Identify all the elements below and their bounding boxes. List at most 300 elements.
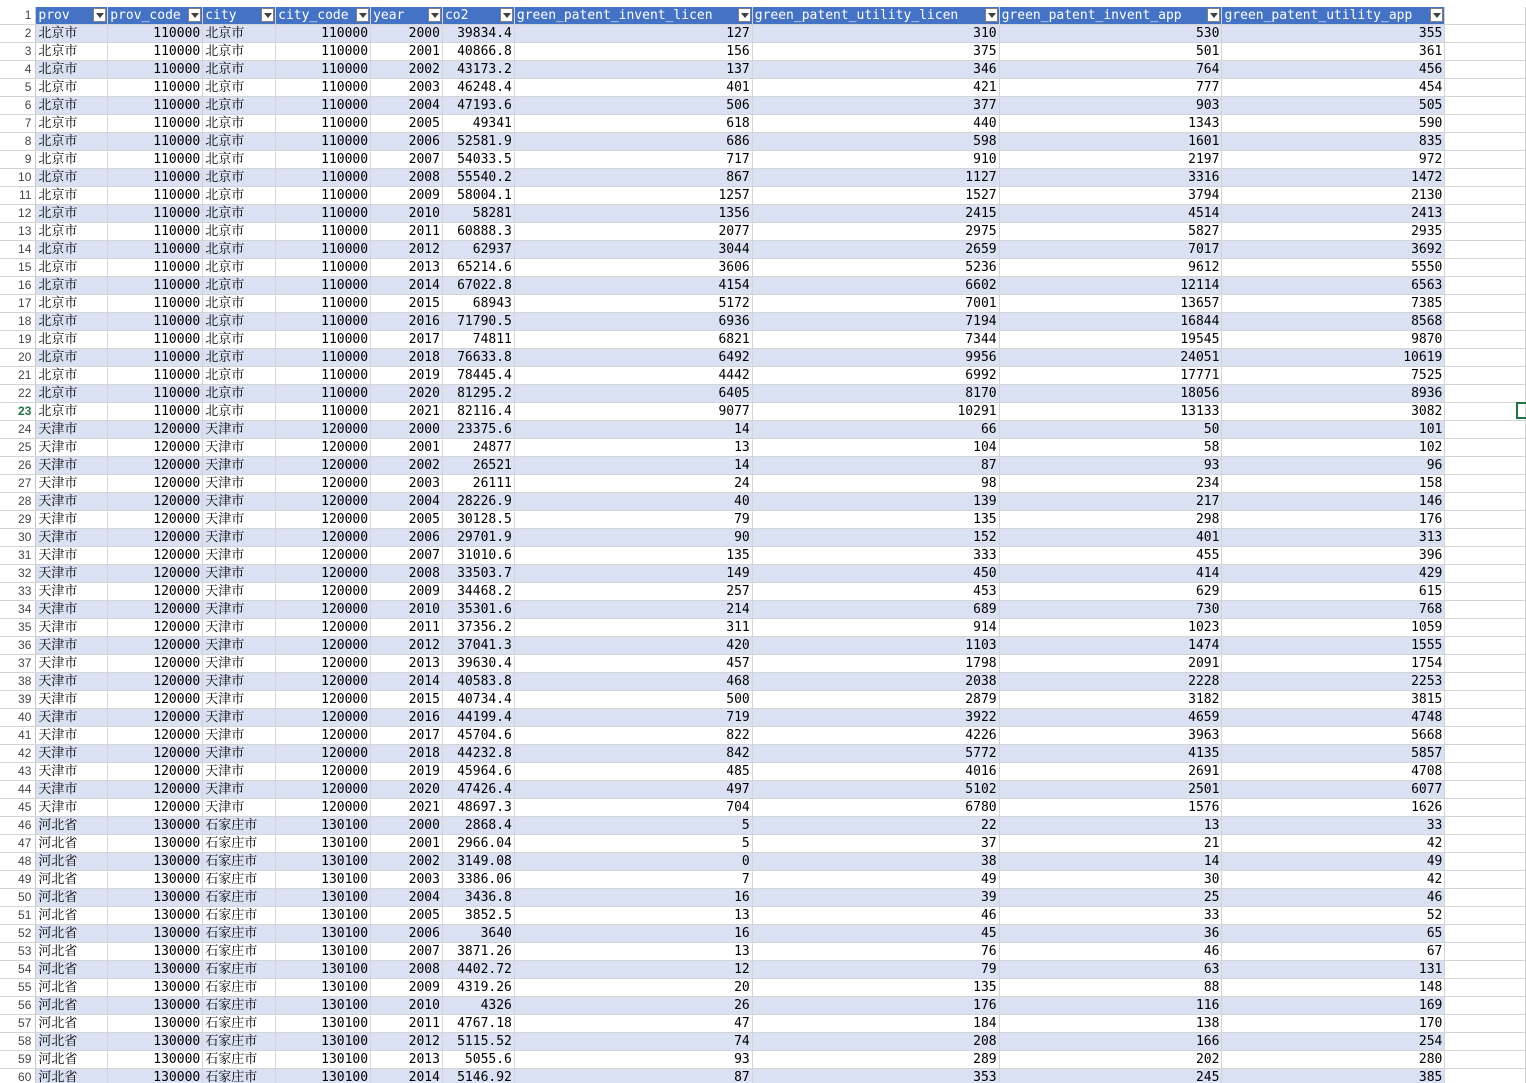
table-cell[interactable]: 289 xyxy=(752,1051,999,1069)
table-cell[interactable]: 天津市 xyxy=(36,745,108,763)
table-cell[interactable]: 49341 xyxy=(442,115,514,133)
column-header-prov-code[interactable] xyxy=(108,7,203,25)
empty-cell[interactable] xyxy=(1445,313,1526,331)
table-cell[interactable]: 3794 xyxy=(999,187,1222,205)
empty-cell[interactable] xyxy=(1445,727,1526,745)
table-cell[interactable]: 8936 xyxy=(1222,385,1445,403)
table-cell[interactable]: 2013 xyxy=(371,655,443,673)
table-cell[interactable]: 石家庄市 xyxy=(203,979,276,997)
table-cell[interactable]: 110000 xyxy=(108,97,203,115)
table-cell[interactable]: 530 xyxy=(999,25,1222,43)
table-cell[interactable]: 120000 xyxy=(276,781,371,799)
table-cell[interactable]: 2008 xyxy=(371,169,443,187)
table-cell[interactable]: 74811 xyxy=(442,331,514,349)
table-cell[interactable]: 天津市 xyxy=(36,601,108,619)
table-cell[interactable]: 254 xyxy=(1222,1033,1445,1051)
table-cell[interactable]: 110000 xyxy=(108,25,203,43)
table-cell[interactable]: 北京市 xyxy=(203,223,276,241)
table-cell[interactable]: 3386.06 xyxy=(442,871,514,889)
table-cell[interactable]: 135 xyxy=(752,979,999,997)
table-cell[interactable]: 130100 xyxy=(276,943,371,961)
table-cell[interactable]: 130000 xyxy=(108,889,203,907)
table-cell[interactable]: 104 xyxy=(752,439,999,457)
table-cell[interactable]: 6602 xyxy=(752,277,999,295)
table-cell[interactable]: 2691 xyxy=(999,763,1222,781)
row-header[interactable]: 17 xyxy=(0,295,36,313)
empty-cell[interactable] xyxy=(1445,25,1526,43)
table-cell[interactable]: 1626 xyxy=(1222,799,1445,817)
table-cell[interactable]: 5146.92 xyxy=(442,1069,514,1083)
empty-cell[interactable] xyxy=(1445,331,1526,349)
table-cell[interactable]: 2501 xyxy=(999,781,1222,799)
table-cell[interactable]: 120000 xyxy=(108,547,203,565)
row-header[interactable]: 54 xyxy=(0,961,36,979)
table-cell[interactable]: 2005 xyxy=(371,511,443,529)
table-cell[interactable]: 139 xyxy=(752,493,999,511)
empty-cell[interactable] xyxy=(1445,619,1526,637)
table-cell[interactable]: 石家庄市 xyxy=(203,1069,276,1083)
table-cell[interactable]: 4659 xyxy=(999,709,1222,727)
empty-cell[interactable] xyxy=(1445,457,1526,475)
table-cell[interactable]: 5 xyxy=(514,817,752,835)
table-cell[interactable]: 2005 xyxy=(371,115,443,133)
table-cell[interactable]: 158 xyxy=(1222,475,1445,493)
table-cell[interactable]: 2007 xyxy=(371,547,443,565)
table-cell[interactable]: 1474 xyxy=(999,637,1222,655)
table-cell[interactable]: 686 xyxy=(514,133,752,151)
table-cell[interactable]: 120000 xyxy=(276,511,371,529)
table-cell[interactable]: 17771 xyxy=(999,367,1222,385)
table-cell[interactable]: 120000 xyxy=(108,619,203,637)
table-cell[interactable]: 5827 xyxy=(999,223,1222,241)
table-cell[interactable]: 河北省 xyxy=(36,979,108,997)
empty-cell[interactable] xyxy=(1445,151,1526,169)
table-cell[interactable]: 120000 xyxy=(276,601,371,619)
table-cell[interactable]: 130000 xyxy=(108,871,203,889)
table-cell[interactable]: 石家庄市 xyxy=(203,943,276,961)
table-cell[interactable]: 822 xyxy=(514,727,752,745)
table-cell[interactable]: 217 xyxy=(999,493,1222,511)
table-cell[interactable]: 130000 xyxy=(108,907,203,925)
table-cell[interactable]: 2935 xyxy=(1222,223,1445,241)
table-cell[interactable]: 39 xyxy=(752,889,999,907)
row-header[interactable]: 6 xyxy=(0,97,36,115)
table-cell[interactable]: 130100 xyxy=(276,817,371,835)
table-cell[interactable]: 506 xyxy=(514,97,752,115)
table-cell[interactable]: 130000 xyxy=(108,1069,203,1083)
table-cell[interactable]: 184 xyxy=(752,1015,999,1033)
table-cell[interactable]: 18056 xyxy=(999,385,1222,403)
table-cell[interactable]: 石家庄市 xyxy=(203,871,276,889)
table-cell[interactable]: 120000 xyxy=(276,457,371,475)
table-cell[interactable]: 1059 xyxy=(1222,619,1445,637)
table-cell[interactable]: 河北省 xyxy=(36,871,108,889)
table-cell[interactable]: 16844 xyxy=(999,313,1222,331)
table-cell[interactable]: 2012 xyxy=(371,637,443,655)
table-cell[interactable]: 429 xyxy=(1222,565,1445,583)
table-cell[interactable]: 北京市 xyxy=(36,43,108,61)
empty-cell[interactable] xyxy=(1445,907,1526,925)
table-cell[interactable]: 45964.6 xyxy=(442,763,514,781)
row-header[interactable]: 38 xyxy=(0,673,36,691)
table-cell[interactable]: 618 xyxy=(514,115,752,133)
table-cell[interactable]: 2013 xyxy=(371,1051,443,1069)
table-cell[interactable]: 120000 xyxy=(276,565,371,583)
table-cell[interactable]: 149 xyxy=(514,565,752,583)
table-cell[interactable]: 62937 xyxy=(442,241,514,259)
table-cell[interactable]: 245 xyxy=(999,1069,1222,1083)
table-cell[interactable]: 39834.4 xyxy=(442,25,514,43)
table-cell[interactable]: 79 xyxy=(514,511,752,529)
table-cell[interactable]: 2007 xyxy=(371,151,443,169)
row-header[interactable]: 25 xyxy=(0,439,36,457)
table-cell[interactable]: 110000 xyxy=(108,169,203,187)
table-cell[interactable]: 37041.3 xyxy=(442,637,514,655)
table-cell[interactable]: 81295.2 xyxy=(442,385,514,403)
row-header[interactable]: 34 xyxy=(0,601,36,619)
table-cell[interactable]: 110000 xyxy=(108,61,203,79)
table-cell[interactable]: 2016 xyxy=(371,709,443,727)
empty-cell[interactable] xyxy=(1445,583,1526,601)
table-cell[interactable]: 110000 xyxy=(108,277,203,295)
table-cell[interactable]: 120000 xyxy=(108,727,203,745)
table-cell[interactable]: 26521 xyxy=(442,457,514,475)
table-cell[interactable]: 110000 xyxy=(108,349,203,367)
table-cell[interactable]: 25 xyxy=(999,889,1222,907)
table-cell[interactable]: 93 xyxy=(999,457,1222,475)
table-cell[interactable]: 280 xyxy=(1222,1051,1445,1069)
table-cell[interactable]: 北京市 xyxy=(203,79,276,97)
table-cell[interactable]: 天津市 xyxy=(203,475,276,493)
empty-cell[interactable] xyxy=(1445,493,1526,511)
table-cell[interactable]: 6563 xyxy=(1222,277,1445,295)
table-cell[interactable]: 天津市 xyxy=(203,637,276,655)
table-cell[interactable]: 116 xyxy=(999,997,1222,1015)
table-cell[interactable]: 76633.8 xyxy=(442,349,514,367)
table-cell[interactable]: 北京市 xyxy=(203,151,276,169)
table-cell[interactable]: 130000 xyxy=(108,997,203,1015)
table-cell[interactable]: 北京市 xyxy=(36,241,108,259)
table-cell[interactable]: 148 xyxy=(1222,979,1445,997)
empty-cell[interactable] xyxy=(1445,7,1526,25)
table-cell[interactable]: 北京市 xyxy=(203,61,276,79)
table-cell[interactable]: 5550 xyxy=(1222,259,1445,277)
row-header[interactable]: 16 xyxy=(0,277,36,295)
table-cell[interactable]: 120000 xyxy=(108,421,203,439)
empty-cell[interactable] xyxy=(1445,511,1526,529)
empty-cell[interactable] xyxy=(1445,799,1526,817)
table-cell[interactable]: 2879 xyxy=(752,691,999,709)
row-header[interactable]: 18 xyxy=(0,313,36,331)
table-cell[interactable]: 2004 xyxy=(371,889,443,907)
table-cell[interactable]: 天津市 xyxy=(36,439,108,457)
table-cell[interactable]: 北京市 xyxy=(36,385,108,403)
table-cell[interactable]: 689 xyxy=(752,601,999,619)
table-cell[interactable]: 138 xyxy=(999,1015,1222,1033)
table-cell[interactable]: 2021 xyxy=(371,403,443,421)
table-cell[interactable]: 110000 xyxy=(108,313,203,331)
table-cell[interactable]: 120000 xyxy=(276,799,371,817)
table-cell[interactable]: 28226.9 xyxy=(442,493,514,511)
empty-cell[interactable] xyxy=(1445,97,1526,115)
table-cell[interactable]: 天津市 xyxy=(36,493,108,511)
table-cell[interactable]: 北京市 xyxy=(203,385,276,403)
table-cell[interactable]: 49 xyxy=(752,871,999,889)
table-cell[interactable]: 4135 xyxy=(999,745,1222,763)
empty-cell[interactable] xyxy=(1445,529,1526,547)
table-cell[interactable]: 43173.2 xyxy=(442,61,514,79)
table-cell[interactable]: 127 xyxy=(514,25,752,43)
table-cell[interactable]: 40 xyxy=(514,493,752,511)
table-cell[interactable]: 河北省 xyxy=(36,853,108,871)
table-cell[interactable]: 7194 xyxy=(752,313,999,331)
table-cell[interactable]: 421 xyxy=(752,79,999,97)
empty-cell[interactable] xyxy=(1445,79,1526,97)
table-cell[interactable]: 76 xyxy=(752,943,999,961)
table-cell[interactable]: 2010 xyxy=(371,997,443,1015)
table-cell[interactable]: 河北省 xyxy=(36,1033,108,1051)
empty-cell[interactable] xyxy=(1445,745,1526,763)
table-cell[interactable]: 110000 xyxy=(276,241,371,259)
table-cell[interactable]: 北京市 xyxy=(36,97,108,115)
table-cell[interactable]: 455 xyxy=(999,547,1222,565)
table-cell[interactable]: 2009 xyxy=(371,187,443,205)
table-cell[interactable]: 14 xyxy=(999,853,1222,871)
table-cell[interactable]: 42 xyxy=(1222,835,1445,853)
table-cell[interactable]: 71790.5 xyxy=(442,313,514,331)
row-header[interactable]: 23 xyxy=(0,403,36,421)
row-header[interactable]: 27 xyxy=(0,475,36,493)
table-cell[interactable]: 天津市 xyxy=(203,673,276,691)
table-cell[interactable]: 156 xyxy=(514,43,752,61)
empty-cell[interactable] xyxy=(1445,961,1526,979)
row-header[interactable]: 31 xyxy=(0,547,36,565)
table-cell[interactable]: 130100 xyxy=(276,1069,371,1083)
table-cell[interactable]: 67 xyxy=(1222,943,1445,961)
table-cell[interactable]: 110000 xyxy=(108,331,203,349)
empty-cell[interactable] xyxy=(1445,205,1526,223)
table-cell[interactable]: 130100 xyxy=(276,907,371,925)
empty-cell[interactable] xyxy=(1445,871,1526,889)
table-cell[interactable]: 1555 xyxy=(1222,637,1445,655)
column-header-green-patent-invent-app[interactable] xyxy=(999,7,1222,25)
column-header-green-patent-utility-licen[interactable] xyxy=(752,7,999,25)
table-cell[interactable]: 天津市 xyxy=(203,565,276,583)
table-cell[interactable]: 33503.7 xyxy=(442,565,514,583)
table-cell[interactable]: 北京市 xyxy=(36,403,108,421)
table-cell[interactable]: 天津市 xyxy=(203,655,276,673)
table-cell[interactable]: 4767.18 xyxy=(442,1015,514,1033)
table-cell[interactable]: 3640 xyxy=(442,925,514,943)
table-cell[interactable]: 40583.8 xyxy=(442,673,514,691)
table-cell[interactable]: 3922 xyxy=(752,709,999,727)
table-cell[interactable]: 120000 xyxy=(108,781,203,799)
row-header[interactable]: 49 xyxy=(0,871,36,889)
table-cell[interactable]: 河北省 xyxy=(36,1069,108,1083)
table-cell[interactable]: 2413 xyxy=(1222,205,1445,223)
table-cell[interactable]: 北京市 xyxy=(203,259,276,277)
table-cell[interactable]: 2000 xyxy=(371,25,443,43)
table-cell[interactable]: 天津市 xyxy=(36,421,108,439)
table-cell[interactable]: 842 xyxy=(514,745,752,763)
table-cell[interactable]: 110000 xyxy=(276,205,371,223)
table-cell[interactable]: 2010 xyxy=(371,205,443,223)
row-header[interactable]: 48 xyxy=(0,853,36,871)
table-cell[interactable]: 835 xyxy=(1222,133,1445,151)
table-cell[interactable]: 2011 xyxy=(371,1015,443,1033)
table-cell[interactable]: 30 xyxy=(999,871,1222,889)
table-cell[interactable]: 166 xyxy=(999,1033,1222,1051)
table-cell[interactable]: 4016 xyxy=(752,763,999,781)
table-cell[interactable]: 54033.5 xyxy=(442,151,514,169)
table-cell[interactable]: 2003 xyxy=(371,871,443,889)
table-cell[interactable]: 石家庄市 xyxy=(203,853,276,871)
table-cell[interactable]: 北京市 xyxy=(203,331,276,349)
empty-cell[interactable] xyxy=(1445,691,1526,709)
table-cell[interactable]: 23375.6 xyxy=(442,421,514,439)
row-header[interactable]: 13 xyxy=(0,223,36,241)
table-cell[interactable]: 120000 xyxy=(276,583,371,601)
table-cell[interactable]: 天津市 xyxy=(203,493,276,511)
table-cell[interactable]: 47 xyxy=(514,1015,752,1033)
table-cell[interactable]: 450 xyxy=(752,565,999,583)
filter-dropdown-icon[interactable] xyxy=(188,8,201,22)
table-cell[interactable]: 110000 xyxy=(276,385,371,403)
table-cell[interactable]: 120000 xyxy=(276,655,371,673)
filter-dropdown-icon[interactable] xyxy=(500,8,513,22)
table-cell[interactable]: 2012 xyxy=(371,1033,443,1051)
table-cell[interactable]: 110000 xyxy=(276,151,371,169)
table-cell[interactable]: 420 xyxy=(514,637,752,655)
empty-cell[interactable] xyxy=(1445,295,1526,313)
row-header[interactable]: 51 xyxy=(0,907,36,925)
table-cell[interactable]: 110000 xyxy=(276,223,371,241)
table-cell[interactable]: 704 xyxy=(514,799,752,817)
table-cell[interactable]: 93 xyxy=(514,1051,752,1069)
row-header[interactable]: 59 xyxy=(0,1051,36,1069)
table-cell[interactable]: 44232.8 xyxy=(442,745,514,763)
table-cell[interactable]: 天津市 xyxy=(203,619,276,637)
table-cell[interactable]: 130100 xyxy=(276,1033,371,1051)
table-cell[interactable]: 河北省 xyxy=(36,817,108,835)
table-cell[interactable]: 4514 xyxy=(999,205,1222,223)
table-cell[interactable]: 110000 xyxy=(276,349,371,367)
table-cell[interactable]: 9612 xyxy=(999,259,1222,277)
row-header[interactable]: 14 xyxy=(0,241,36,259)
table-cell[interactable]: 910 xyxy=(752,151,999,169)
table-cell[interactable]: 130000 xyxy=(108,1015,203,1033)
table-cell[interactable]: 377 xyxy=(752,97,999,115)
table-cell[interactable]: 8170 xyxy=(752,385,999,403)
table-cell[interactable]: 120000 xyxy=(276,619,371,637)
table-cell[interactable]: 353 xyxy=(752,1069,999,1083)
table-cell[interactable]: 2868.4 xyxy=(442,817,514,835)
empty-cell[interactable] xyxy=(1445,781,1526,799)
table-cell[interactable]: 3606 xyxy=(514,259,752,277)
row-header[interactable]: 12 xyxy=(0,205,36,223)
table-cell[interactable]: 130000 xyxy=(108,943,203,961)
filter-dropdown-icon[interactable] xyxy=(985,8,998,22)
table-cell[interactable]: 16 xyxy=(514,889,752,907)
table-cell[interactable]: 39630.4 xyxy=(442,655,514,673)
table-cell[interactable]: 110000 xyxy=(108,403,203,421)
table-cell[interactable]: 2197 xyxy=(999,151,1222,169)
table-cell[interactable]: 130100 xyxy=(276,925,371,943)
empty-cell[interactable] xyxy=(1445,853,1526,871)
table-cell[interactable]: 120000 xyxy=(108,565,203,583)
table-cell[interactable]: 北京市 xyxy=(36,169,108,187)
row-header[interactable]: 24 xyxy=(0,421,36,439)
table-cell[interactable]: 5102 xyxy=(752,781,999,799)
row-header[interactable]: 36 xyxy=(0,637,36,655)
table-cell[interactable]: 361 xyxy=(1222,43,1445,61)
table-cell[interactable]: 19545 xyxy=(999,331,1222,349)
table-cell[interactable]: 北京市 xyxy=(36,295,108,313)
empty-cell[interactable] xyxy=(1445,439,1526,457)
table-cell[interactable]: 4326 xyxy=(442,997,514,1015)
table-cell[interactable]: 2004 xyxy=(371,493,443,511)
table-cell[interactable]: 1023 xyxy=(999,619,1222,637)
row-header[interactable]: 33 xyxy=(0,583,36,601)
table-cell[interactable]: 7344 xyxy=(752,331,999,349)
table-cell[interactable]: 110000 xyxy=(108,187,203,205)
table-cell[interactable]: 2006 xyxy=(371,133,443,151)
table-cell[interactable]: 9956 xyxy=(752,349,999,367)
table-cell[interactable]: 2006 xyxy=(371,529,443,547)
table-cell[interactable]: 31010.6 xyxy=(442,547,514,565)
table-cell[interactable]: 333 xyxy=(752,547,999,565)
table-cell[interactable]: 4442 xyxy=(514,367,752,385)
table-cell[interactable]: 北京市 xyxy=(36,187,108,205)
table-cell[interactable]: 6492 xyxy=(514,349,752,367)
table-cell[interactable]: 7017 xyxy=(999,241,1222,259)
table-cell[interactable]: 北京市 xyxy=(36,331,108,349)
table-cell[interactable]: 717 xyxy=(514,151,752,169)
table-cell[interactable]: 4226 xyxy=(752,727,999,745)
table-cell[interactable]: 74 xyxy=(514,1033,752,1051)
table-cell[interactable]: 2019 xyxy=(371,763,443,781)
table-cell[interactable]: 天津市 xyxy=(203,691,276,709)
table-cell[interactable]: 130100 xyxy=(276,871,371,889)
table-cell[interactable]: 天津市 xyxy=(203,439,276,457)
table-cell[interactable]: 2015 xyxy=(371,691,443,709)
row-header[interactable]: 7 xyxy=(0,115,36,133)
table-cell[interactable]: 130100 xyxy=(276,961,371,979)
table-cell[interactable]: 24051 xyxy=(999,349,1222,367)
table-cell[interactable]: 457 xyxy=(514,655,752,673)
table-cell[interactable]: 120000 xyxy=(108,529,203,547)
table-cell[interactable]: 2659 xyxy=(752,241,999,259)
table-cell[interactable]: 598 xyxy=(752,133,999,151)
table-cell[interactable]: 90 xyxy=(514,529,752,547)
table-cell[interactable]: 130000 xyxy=(108,925,203,943)
table-cell[interactable]: 天津市 xyxy=(203,727,276,745)
table-cell[interactable]: 120000 xyxy=(276,727,371,745)
table-cell[interactable]: 500 xyxy=(514,691,752,709)
empty-cell[interactable] xyxy=(1445,115,1526,133)
table-cell[interactable]: 110000 xyxy=(276,43,371,61)
table-cell[interactable]: 777 xyxy=(999,79,1222,97)
table-cell[interactable]: 110000 xyxy=(108,367,203,385)
row-header[interactable]: 26 xyxy=(0,457,36,475)
table-cell[interactable]: 河北省 xyxy=(36,1051,108,1069)
table-cell[interactable]: 40866.8 xyxy=(442,43,514,61)
table-cell[interactable]: 2014 xyxy=(371,673,443,691)
table-cell[interactable]: 北京市 xyxy=(203,25,276,43)
table-cell[interactable]: 天津市 xyxy=(36,565,108,583)
filter-dropdown-icon[interactable] xyxy=(738,8,751,22)
table-cell[interactable]: 北京市 xyxy=(36,259,108,277)
